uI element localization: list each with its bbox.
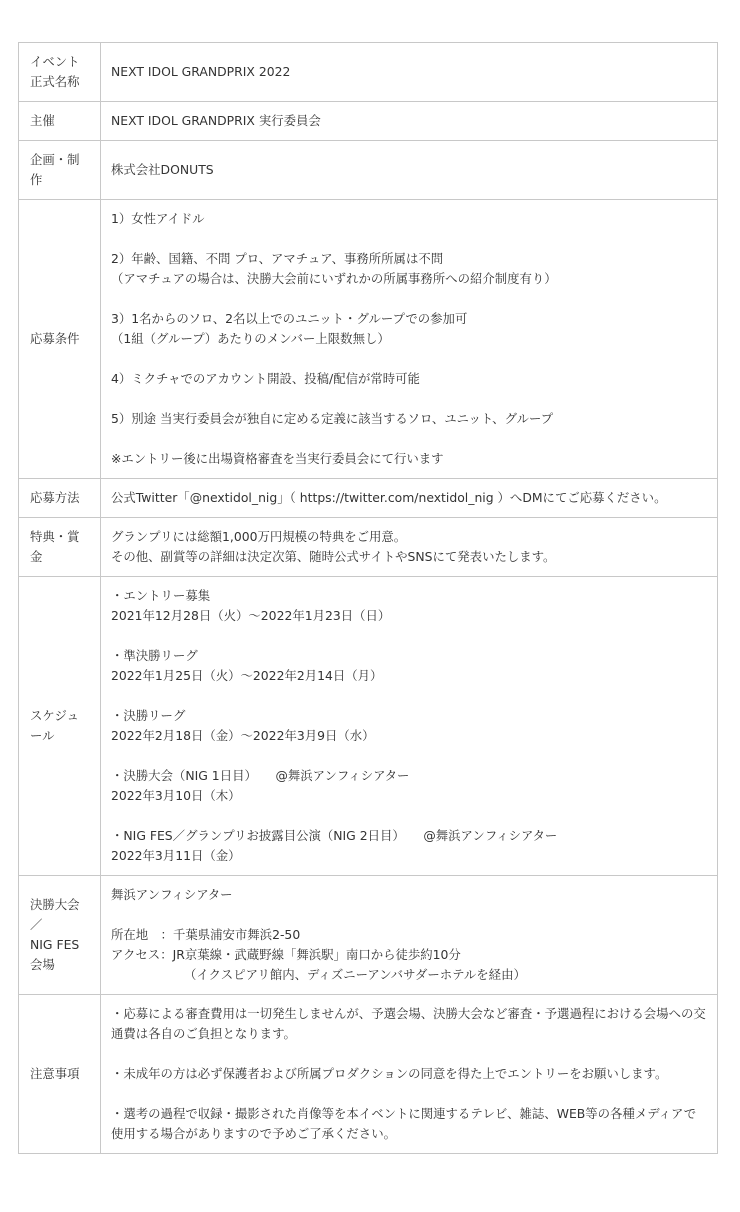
blank-line xyxy=(111,905,707,925)
value-line: ・決勝大会（NIG 1日目） @舞浜アンフィシアター xyxy=(111,768,410,783)
value-line: （1組（グループ）あたりのメンバー上限数無し） xyxy=(111,331,390,346)
value-line: ・エントリー募集 xyxy=(111,588,211,603)
row-label-text: ／ xyxy=(30,917,43,932)
table-row-how-to-apply xyxy=(19,479,718,518)
row-label xyxy=(19,200,101,479)
row-label xyxy=(19,479,101,518)
value-line: ・応募による審査費用は一切発生しませんが、予選会場、決勝大会など審査・予選過程における会場への交通費は各自のご負担となります。 xyxy=(111,1006,706,1041)
value-line: 2022年1月25日（火）～2022年2月14日（月） xyxy=(111,668,383,683)
row-value xyxy=(101,876,718,995)
blank-line xyxy=(111,746,707,766)
value-line: 2022年3月11日（金） xyxy=(111,848,241,863)
event-info-table-body xyxy=(19,43,718,1154)
blank-line xyxy=(111,806,707,826)
value-line: 所在地 ：千葉県浦安市舞浜2-50 xyxy=(111,927,301,942)
table-row-schedule xyxy=(19,577,718,876)
row-label xyxy=(19,876,101,995)
blank-line xyxy=(111,626,707,646)
blank-line xyxy=(111,1044,707,1064)
table-row-requirements xyxy=(19,200,718,479)
row-label-text: 作 xyxy=(30,172,43,187)
row-label-text: 応募条件 xyxy=(30,331,80,346)
value-line: NEXT IDOL GRANDPRIX 実行委員会 xyxy=(111,113,321,128)
value-line: ・準決勝リーグ xyxy=(111,648,198,663)
table-row-prizes xyxy=(19,518,718,577)
value-line: ※エントリー後に出場資格審査を当実行委員会にて行います xyxy=(111,451,444,466)
value-line: 舞浜アンフィシアター xyxy=(111,887,233,902)
row-value xyxy=(101,102,718,141)
value-line: NEXT IDOL GRANDPRIX 2022 xyxy=(111,64,291,79)
row-value xyxy=(101,479,718,518)
value-line: 4）ミクチャでのアカウント開設、投稿/配信が常時可能 xyxy=(111,371,420,386)
row-label-text: 注意事項 xyxy=(30,1066,80,1081)
row-label-text: 正式名称 xyxy=(30,74,80,89)
value-line: 公式Twitter「@nextidol_nig」（ https://twitter.com/nextidol_nig ）へDMにてご応募ください。 xyxy=(111,490,667,505)
table-row-organizer xyxy=(19,102,718,141)
blank-line xyxy=(111,429,707,449)
row-label-text: 企画・制 xyxy=(30,152,80,167)
value-line: 1）女性アイドル xyxy=(111,211,205,226)
value-line: アクセス：JR京葉線・武蔵野線「舞浜駅」南口から徒歩約10分 xyxy=(111,947,461,962)
value-line: 株式会社DONUTS xyxy=(111,162,214,177)
value-line: グランプリには総額1,000万円規模の特典をご用意。 xyxy=(111,529,407,544)
row-value xyxy=(101,43,718,102)
row-label-text: 応募方法 xyxy=(30,490,80,505)
blank-line xyxy=(111,1084,707,1104)
row-label-text: NIG FES xyxy=(30,937,80,952)
value-line: ・選考の過程で収録・撮影された肖像等を本イベントに関連するテレビ、雑誌、WEB等の各種メディアで使用する場合がありますので予めご了承ください。 xyxy=(111,1106,697,1141)
value-line: 2022年2月18日（金）～2022年3月9日（水） xyxy=(111,728,375,743)
row-label xyxy=(19,102,101,141)
value-line: その他、副賞等の詳細は決定次第、随時公式サイトやSNSにて発表いたします。 xyxy=(111,549,556,564)
row-value xyxy=(101,577,718,876)
blank-line xyxy=(111,349,707,369)
table-row-planning xyxy=(19,141,718,200)
blank-line xyxy=(111,686,707,706)
table-row-notes xyxy=(19,995,718,1154)
row-label xyxy=(19,43,101,102)
blank-line xyxy=(111,289,707,309)
value-line: ・NIG FES／グランプリお披露目公演（NIG 2日目） @舞浜アンフィシアター xyxy=(111,828,558,843)
row-value xyxy=(101,995,718,1154)
row-label-text: 主催 xyxy=(30,113,55,128)
value-line: ・決勝リーグ xyxy=(111,708,186,723)
event-info-table xyxy=(18,42,718,1154)
value-line: ・未成年の方は必ず保護者および所属プロダクションの同意を得た上でエントリーをお願いします。 xyxy=(111,1066,668,1081)
row-label-text: イベント xyxy=(30,54,80,69)
table-row-venue xyxy=(19,876,718,995)
row-value xyxy=(101,200,718,479)
row-label xyxy=(19,141,101,200)
row-value xyxy=(101,518,718,577)
row-label-text: 金 xyxy=(30,549,43,564)
value-line: 2022年3月10日（木） xyxy=(111,788,241,803)
row-label-text: 決勝大会 xyxy=(30,897,80,912)
value-line: 3）1名からのソロ、2名以上でのユニット・グループでの参加可 xyxy=(111,311,468,326)
value-line: 2）年齢、国籍、不問 プロ、アマチュア、事務所所属は不問 xyxy=(111,251,444,266)
event-info-container xyxy=(18,42,718,1154)
value-line: （アマチュアの場合は、決勝大会前にいずれかの所属事務所への紹介制度有り） xyxy=(111,271,557,286)
table-row-official-name xyxy=(19,43,718,102)
row-label-text: ール xyxy=(30,728,55,743)
value-line: 2021年12月28日（火）～2022年1月23日（日） xyxy=(111,608,391,623)
row-label-text: 会場 xyxy=(30,957,55,972)
row-label xyxy=(19,518,101,577)
row-label-text: スケジュ xyxy=(30,708,80,723)
row-label-text: 特典・賞 xyxy=(30,529,80,544)
row-label xyxy=(19,577,101,876)
blank-line xyxy=(111,389,707,409)
value-line: （イクスピアリ館内、ディズニーアンバサダーホテルを経由） xyxy=(184,967,526,982)
blank-line xyxy=(111,229,707,249)
row-value xyxy=(101,141,718,200)
row-label xyxy=(19,995,101,1154)
value-line: 5）別途 当実行委員会が独自に定める定義に該当するソロ、ユニット、グループ xyxy=(111,411,554,426)
